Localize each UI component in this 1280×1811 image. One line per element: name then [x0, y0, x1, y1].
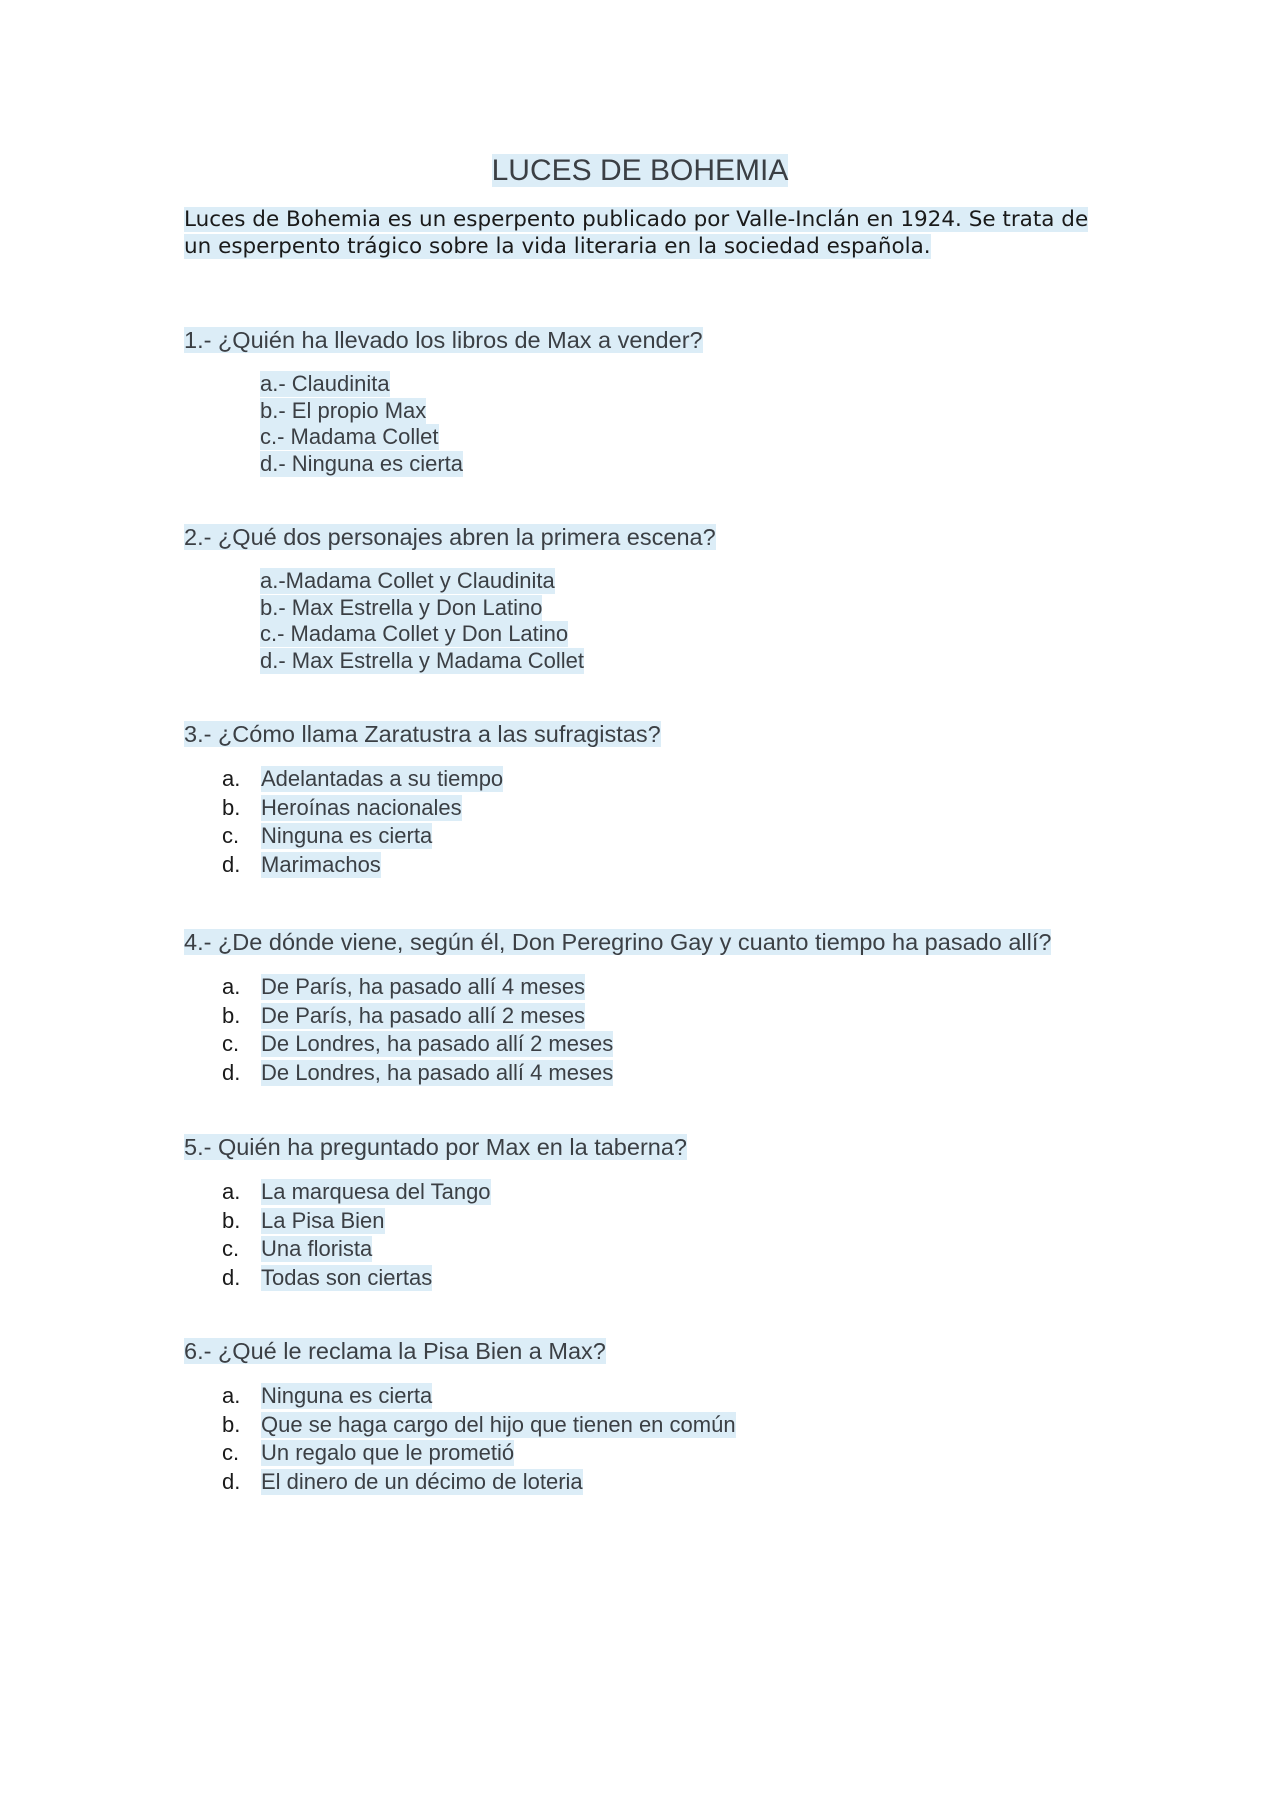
- question-4: 4.- ¿De dónde viene, según él, Don Peregrino Gay y cuanto tiempo ha pasado allí?: [184, 929, 1052, 955]
- document-page: LUCES DE BOHEMIA Luces de Bohemia es un esperpento publicado por Valle-Inclán en 1924. Se trata de un esperpento trágico sobre la vida literaria en la sociedad española. 1.- ¿Quién ha llevado los libros de Max a vender? a.- Claudinita b.- El propio Max c.- Madama Collet d.- Ninguna es cierta 2.- ¿Qué dos personajes abren la primera escena? a.-Madama Collet y Claudinita b.- Max Estrella y Don Latino c.- Madama Collet y Don Latino d.- Max Estrella y Madama Collet 3.- ¿Cómo llama Zaratustra a las sufragistas? a. Adelantadas a su tiempo b. Heroínas nacionales c. Ninguna es cierta d. Marimachos 4.- ¿De dónde viene, según él, Don Peregrino Gay y cuanto tiempo ha pasado allí? a. De París, ha pasado allí 4 meses b. De París, ha pasado allí 2 meses c. De Londres, ha pasado allí 2 meses d. De Londres, ha pasado allí 4 meses 5.- Quién ha preguntado por Max en la taberna? a. La marquesa del Tango b. La Pisa Bien c. Una florista d. Todas son ciertas 6.- ¿Qué le reclama la Pisa Bien a Max? a. Ninguna es cierta b. Que se haga cargo del hijo que tienen en común c. Un regalo que le prometió d. El dinero de un décimo de loteria: [0, 0, 1280, 1811]
- question-6: 6.- ¿Qué le reclama la Pisa Bien a Max?: [184, 1338, 606, 1364]
- question-1: 1.- ¿Quién ha llevado los libros de Max a vender?: [184, 327, 703, 353]
- intro-paragraph: Luces de Bohemia es un esperpento publicado por Valle-Inclán en 1924. Se trata de un esperpento trágico sobre la vida literaria en la sociedad española.: [184, 207, 1089, 259]
- question-5: 5.- Quién ha preguntado por Max en la taberna?: [184, 1134, 687, 1160]
- question-3: 3.- ¿Cómo llama Zaratustra a las sufragistas?: [184, 721, 661, 747]
- question-2: 2.- ¿Qué dos personajes abren la primera escena?: [184, 524, 716, 550]
- document-title: LUCES DE BOHEMIA: [491, 154, 789, 187]
